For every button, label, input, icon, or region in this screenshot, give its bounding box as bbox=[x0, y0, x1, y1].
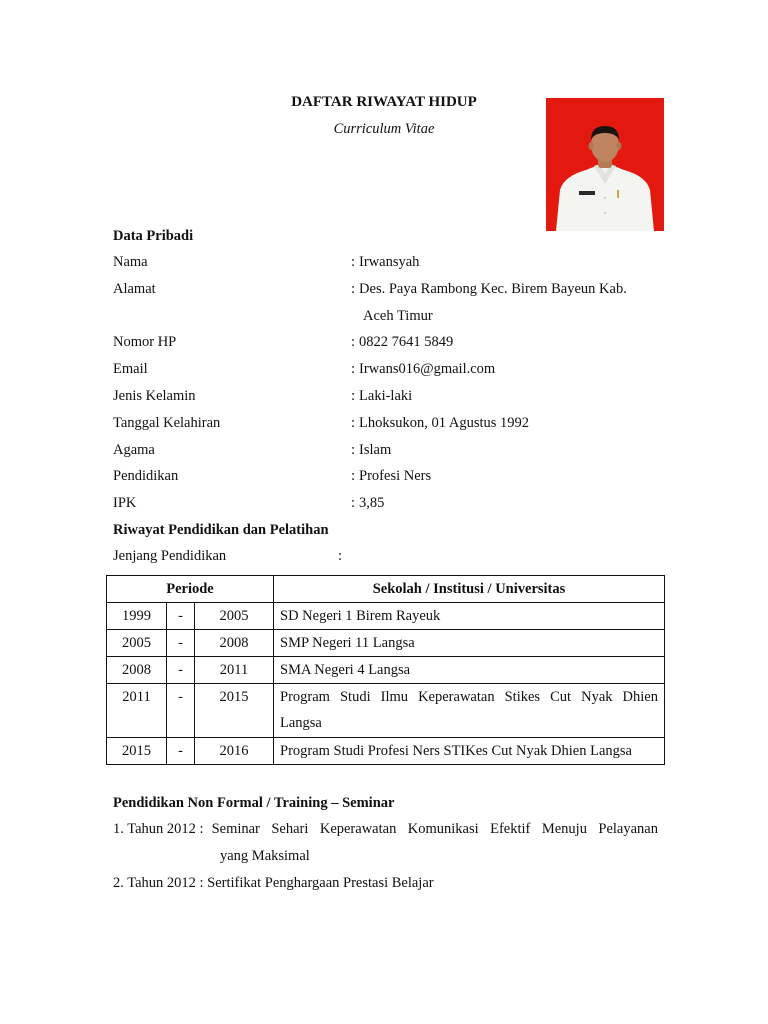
table-row bbox=[107, 657, 665, 684]
table-row bbox=[107, 603, 665, 630]
field-label: Pendidikan bbox=[113, 468, 179, 484]
institution: SMP Negeri 11 Langsa bbox=[274, 630, 665, 657]
period-separator: - bbox=[167, 684, 195, 738]
field-value: : Laki-laki bbox=[351, 388, 413, 404]
field-agama bbox=[113, 442, 673, 464]
field-alamat-continued: Aceh Timur bbox=[363, 308, 433, 324]
period-to: 2011 bbox=[195, 657, 274, 684]
field-ipk bbox=[113, 495, 673, 517]
field-label: Alamat bbox=[113, 281, 156, 297]
field-alamat bbox=[113, 281, 673, 303]
column-header-periode: Periode bbox=[107, 576, 274, 603]
education-heading: Riwayat Pendidikan dan Pelatihan bbox=[113, 522, 329, 538]
field-label: Email bbox=[113, 361, 148, 377]
period-separator: - bbox=[167, 630, 195, 657]
list-item-text: Seminar Sehari Keperawatan Komunikasi Efektif Menuju Pelayanan bbox=[211, 821, 658, 837]
field-value: : Profesi Ners bbox=[351, 468, 432, 484]
period-from: 2011 bbox=[107, 684, 167, 738]
field-email bbox=[113, 361, 673, 383]
period-separator: - bbox=[167, 603, 195, 630]
period-from: 2015 bbox=[107, 738, 167, 765]
table-header-row bbox=[107, 576, 665, 603]
personal-data-heading: Data Pribadi bbox=[113, 228, 194, 244]
period-to: 2015 bbox=[195, 684, 274, 738]
field-label: Nama bbox=[113, 254, 148, 270]
field-value: : 0822 7641 5849 bbox=[351, 334, 454, 350]
field-value: : Islam bbox=[351, 442, 392, 458]
table-row bbox=[107, 684, 665, 738]
field-label: Agama bbox=[113, 442, 155, 458]
period-separator: - bbox=[167, 657, 195, 684]
education-level-colon: : bbox=[338, 548, 343, 564]
list-item: 2. Tahun 2012 : Sertifikat Penghargaan Prestasi Belajar bbox=[113, 875, 434, 891]
field-value: : Lhoksukon, 01 Agustus 1992 bbox=[351, 415, 530, 431]
field-label: Nomor HP bbox=[113, 334, 177, 350]
institution-line: Program Studi Ilmu Keperawatan Stikes Cut Nyak Dhien bbox=[280, 689, 658, 705]
institution bbox=[274, 684, 665, 738]
field-pendidikan bbox=[113, 468, 673, 490]
list-item-continued: yang Maksimal bbox=[220, 848, 310, 864]
table-row bbox=[107, 738, 665, 765]
field-value: : 3,85 bbox=[351, 495, 385, 511]
column-header-institution: Sekolah / Institusi / Universitas bbox=[274, 576, 665, 603]
period-separator: - bbox=[167, 738, 195, 765]
period-to: 2016 bbox=[195, 738, 274, 765]
table-row bbox=[107, 630, 665, 657]
institution: SD Negeri 1 Birem Rayeuk bbox=[274, 603, 665, 630]
period-from: 1999 bbox=[107, 603, 167, 630]
field-nama bbox=[113, 254, 673, 276]
period-from: 2008 bbox=[107, 657, 167, 684]
list-item-prefix: 1. Tahun 2012 : bbox=[113, 821, 204, 837]
field-tanggal-kelahiran bbox=[113, 415, 673, 437]
field-jenis-kelamin bbox=[113, 388, 673, 410]
education-table bbox=[106, 575, 665, 765]
period-to: 2008 bbox=[195, 630, 274, 657]
field-label: Tanggal Kelahiran bbox=[113, 415, 221, 431]
document-subtitle: Curriculum Vitae bbox=[333, 121, 435, 137]
field-label: Jenis Kelamin bbox=[113, 388, 196, 404]
document-title: DAFTAR RIWAYAT HIDUP bbox=[291, 94, 477, 110]
field-value: : Des. Paya Rambong Kec. Birem Bayeun Kab. bbox=[351, 281, 627, 297]
field-value: : Irwansyah bbox=[351, 254, 420, 270]
field-label: IPK bbox=[113, 495, 137, 511]
education-level-label: Jenjang Pendidikan bbox=[113, 548, 227, 564]
nonformal-heading: Pendidikan Non Formal / Training – Seminar bbox=[113, 795, 395, 811]
institution: Program Studi Profesi Ners STIKes Cut Nyak Dhien Langsa bbox=[274, 738, 665, 765]
profile-photo bbox=[546, 98, 664, 231]
period-from: 2005 bbox=[107, 630, 167, 657]
institution-line: Langsa bbox=[280, 715, 322, 731]
field-value: : Irwans016@gmail.com bbox=[351, 361, 496, 377]
list-item-line bbox=[113, 821, 658, 838]
list-item bbox=[113, 821, 658, 838]
institution: SMA Negeri 4 Langsa bbox=[274, 657, 665, 684]
field-nomor-hp bbox=[113, 334, 673, 356]
period-to: 2005 bbox=[195, 603, 274, 630]
